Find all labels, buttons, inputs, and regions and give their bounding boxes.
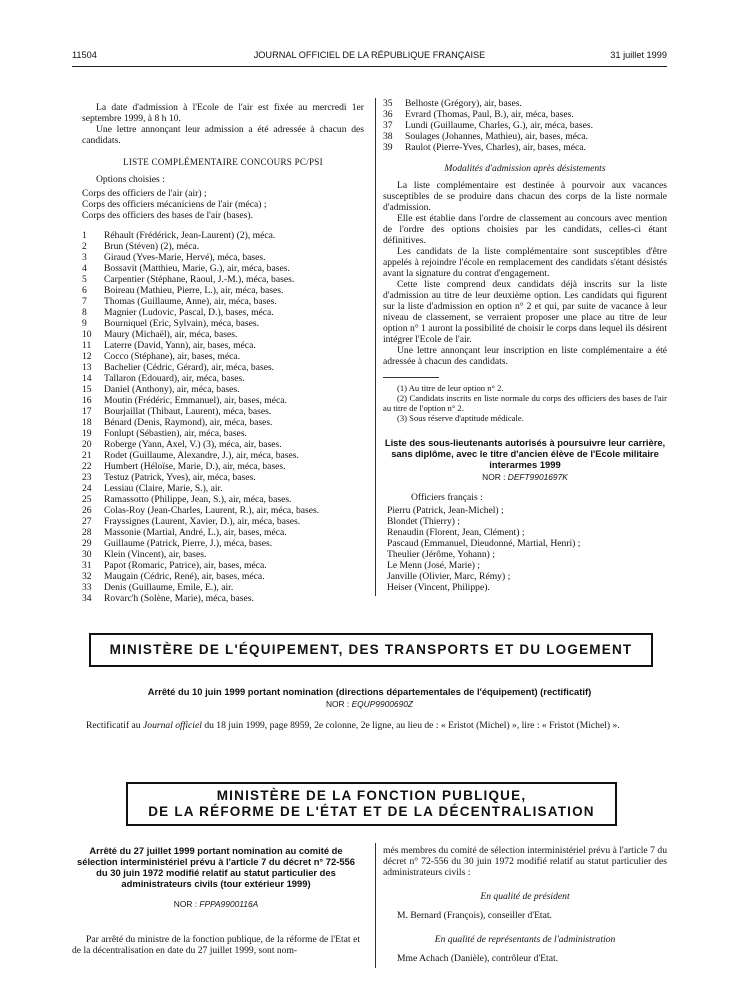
modalites-paragraph: Une lettre annonçant leur inscription en liste complémentaire a été adressée à chacun des candidats. (383, 345, 667, 367)
modalites-text (383, 180, 667, 367)
candidate-rank: 22 (82, 461, 92, 472)
option-air: Corps des officiers de l'air (air) ; (82, 188, 207, 199)
candidate-name: Fonlupt (Sébastien), air, méca, bases. (104, 428, 247, 439)
candidate-rank: 32 (82, 571, 92, 582)
candidate-name: Bourjaillat (Thibaut, Laurent), méca, bases. (104, 406, 272, 417)
president-label: En qualité de président (480, 891, 570, 902)
option-meca: Corps des officiers mécaniciens de l'air (méca) ; (82, 199, 267, 210)
footnote: (2) Candidats inscrits en liste normale du corps des officiers des bases de l'air au titre de l'option n° 2. (383, 393, 667, 413)
candidate-item (82, 494, 364, 505)
candidate-item (82, 461, 364, 472)
officer-item: Pierru (Patrick, Jean-Michel) ; (387, 505, 504, 516)
candidate-name: Raulot (Pierre-Yves, Charles), air, bases, méca. (405, 142, 586, 153)
candidate-rank: 4 (82, 263, 87, 274)
candidate-item (82, 351, 364, 362)
rectificatif-text (86, 720, 676, 731)
candidate-rank: 21 (82, 450, 92, 461)
nor-label: NOR : (173, 899, 198, 909)
candidate-rank: 15 (82, 384, 92, 395)
candidate-name: Belhoste (Grégory), air, bases. (405, 98, 522, 109)
candidate-name: Giraud (Yves-Marie, Hervé), méca, bases. (104, 252, 266, 263)
candidate-rank: 24 (82, 483, 92, 494)
issue-date: 31 juillet 1999 (610, 50, 667, 60)
nor-reference-equipement (72, 699, 667, 710)
candidate-item (383, 131, 667, 142)
candidate-rank: 5 (82, 274, 87, 285)
option-bases: Corps des officiers des bases de l'air (bases). (82, 210, 253, 221)
candidate-item (82, 285, 364, 296)
officers-label: Officiers français : (411, 492, 483, 503)
candidate-rank: 7 (82, 296, 87, 307)
candidate-name: Testuz (Patrick, Yves), air, méca, bases. (104, 472, 256, 483)
candidate-item (82, 472, 364, 483)
candidate-name: Maury (Michaël), air, méca, bases. (104, 329, 238, 340)
candidate-name: Massonie (Martial, André, L.), air, bases, méca. (104, 527, 287, 538)
left-column (82, 102, 364, 604)
candidate-rank: 31 (82, 560, 92, 571)
candidate-item (82, 516, 364, 527)
nor-reference (383, 472, 667, 483)
candidate-name: Frayssignes (Laurent, Xavier, D.), air, méca, bases. (104, 516, 301, 527)
candidate-rank: 13 (82, 362, 92, 373)
candidate-name: Roberge (Yann, Axel, V.) (3), méca, air, bases. (104, 439, 282, 450)
header-rule (72, 66, 667, 67)
officer-item: Pascaud (Emmanuel, Dieudonné, Martial, Henri) ; (387, 538, 581, 549)
candidate-name: Daniel (Anthony), air, méca, bases. (104, 384, 240, 395)
candidate-name: Réhault (Frédérick, Jean-Laurent) (2), méca. (104, 230, 276, 241)
candidate-rank: 36 (383, 109, 393, 120)
candidate-rank: 6 (82, 285, 87, 296)
candidate-name: Thomas (Guillaume, Anne), air, méca, bases. (104, 296, 277, 307)
fp-body-right: més membres du comité de sélection interministériel prévu à l'article 7 du décret n° 72-556 du 30 juin 1972 modifié relatif au statut particulier des administrateurs civils : (383, 845, 667, 878)
candidate-item (82, 241, 364, 252)
candidate-name: Papot (Romaric, Patrice), air, bases, méca. (104, 560, 267, 571)
candidate-rank: 29 (82, 538, 92, 549)
fp-right-column (383, 845, 667, 964)
officer-item: Heiser (Vincent, Philippe). (387, 582, 490, 593)
candidate-item (82, 263, 364, 274)
ministry-fp-line2: DE LA RÉFORME DE L'ÉTAT ET DE LA DÉCENTRALISATION (148, 804, 595, 819)
nor-label: NOR : (325, 699, 350, 709)
candidate-rank: 28 (82, 527, 92, 538)
candidate-item (383, 120, 667, 131)
candidate-rank: 1 (82, 230, 87, 241)
right-column (383, 98, 667, 593)
letter-paragraph: Une lettre annonçant leur admission a été adressée à chacun des candidats. (82, 124, 364, 146)
column-separator (375, 98, 376, 596)
candidate-item (82, 560, 364, 571)
candidate-item (82, 571, 364, 582)
candidate-name: Evrard (Thomas, Paul, B.), air, méca, bases. (405, 109, 574, 120)
candidate-item (383, 109, 667, 120)
candidate-name: Bénard (Denis, Raymond), air, méca, bases. (104, 417, 273, 428)
candidate-item (82, 318, 364, 329)
candidate-item (383, 98, 667, 109)
modalites-paragraph: Les candidats de la liste complémentaire sont susceptibles d'être appelés à rejoindre l'école en remplacement des candidats s'étant désistés avant la signature du contrat d'engagement. (383, 246, 667, 279)
candidate-item (82, 329, 364, 340)
candidate-rank: 33 (82, 582, 92, 593)
candidate-rank: 20 (82, 439, 92, 450)
candidate-rank: 35 (383, 98, 393, 109)
officer-item: Theulier (Jérôme, Yohann) ; (387, 549, 495, 560)
options-list (82, 188, 364, 221)
nor-reference-fp (72, 899, 360, 910)
candidate-rank: 23 (82, 472, 92, 483)
candidate-rank: 34 (82, 593, 92, 604)
candidate-name: Bachelier (Cédric, Gérard), air, méca, bases. (104, 362, 275, 373)
nor-label: NOR : (482, 472, 506, 482)
modalites-paragraph: Elle est établie dans l'ordre de classement au concours avec mention de l'ordre des options choisies par les candidats, celles-ci étant définitives. (383, 213, 667, 246)
officer-item: Renaudin (Florent, Jean, Clément) ; (387, 527, 525, 538)
candidate-rank: 14 (82, 373, 92, 384)
modalites-paragraph: Cette liste comprend deux candidats déjà inscrits sur la liste d'admission au titre de leur deuxième option. Les candidats qui figurent sur la liste d'admission en option n° 2 et qui, par suite de vacance à leur niveau de classement, se verraient proposer une place au titre de leur option n° 1 auront la possibilité de choisir le corps dans lequel ils désirent intégrer l'Ecole de l'air. (383, 279, 667, 345)
officer-item: Le Menn (José, Marie) ; (387, 560, 480, 571)
candidate-item (82, 439, 364, 450)
representants-label: En qualité de représentants de l'administration (434, 934, 616, 945)
candidate-rank: 37 (383, 120, 393, 131)
candidate-rank: 18 (82, 417, 92, 428)
officers-list (383, 505, 667, 593)
candidate-name: Laterre (David, Yann), air, bases, méca. (104, 340, 256, 351)
president-name: M. Bernard (François), conseiller d'Etat. (397, 910, 552, 921)
nor-code: EQUP9900690Z (351, 699, 414, 709)
candidate-rank: 8 (82, 307, 87, 318)
footnotes (383, 383, 667, 423)
rectificatif-prefix: Rectificatif au (86, 720, 141, 731)
candidate-name: Tallaron (Edouard), air, méca, bases. (104, 373, 245, 384)
candidate-name: Cocco (Stéphane), air, bases, méca. (104, 351, 241, 362)
candidate-item (82, 384, 364, 395)
candidate-name: Boireau (Mathieu, Pierre, L.), air, méca, bases. (104, 285, 284, 296)
candidate-item (82, 362, 364, 373)
candidate-rank: 25 (82, 494, 92, 505)
candidate-name: Brun (Stéven) (2), méca. (104, 241, 200, 252)
options-label: Options choisies : (96, 174, 165, 185)
journal-title: JOURNAL OFFICIEL DE LA RÉPUBLIQUE FRANÇAISE (253, 50, 486, 60)
candidate-name: Magnier (Ludovic, Pascal, D.), bases, méca. (104, 307, 274, 318)
candidate-rank: 12 (82, 351, 92, 362)
candidate-rank: 2 (82, 241, 87, 252)
candidate-item (82, 527, 364, 538)
footnote: (1) Au titre de leur option n° 2. (397, 383, 504, 393)
candidates-list-left (82, 230, 364, 604)
candidate-rank: 39 (383, 142, 393, 153)
footnote: (3) Sous réserve d'aptitude médicale. (397, 413, 524, 423)
candidate-item (82, 505, 364, 516)
candidate-name: Maugain (Cédric, René), air, bases, méca. (104, 571, 265, 582)
candidate-rank: 38 (383, 131, 393, 142)
candidate-item (82, 373, 364, 384)
candidate-name: Denis (Guillaume, Emile, E.), air. (104, 582, 234, 593)
candidate-rank: 19 (82, 428, 92, 439)
candidate-rank: 26 (82, 505, 92, 516)
page-number: 11504 (72, 50, 97, 60)
ministry-fp-line1: MINISTÈRE DE LA FONCTION PUBLIQUE, (216, 788, 527, 803)
arrete-equipement-title: Arrêté du 10 juin 1999 portant nomination (directions départementales de l'équipement) (rectificatif) (147, 686, 592, 697)
ministry-fonction-publique-box (126, 782, 617, 826)
modalites-paragraph: La liste complémentaire est destinée à pourvoir aux vacances susceptibles de se produire dans chacun des corps de la liste normale d'admission. (383, 180, 667, 213)
candidate-item (82, 395, 364, 406)
nor-code: DEFT9901697K (507, 472, 568, 482)
candidate-rank: 30 (82, 549, 92, 560)
candidate-name: Moutin (Frédéric, Emmanuel), air, bases, méca. (104, 395, 287, 406)
candidate-name: Klein (Vincent), air, bases. (104, 549, 207, 560)
representant-name: Mme Achach (Danièle), contrôleur d'Etat. (397, 953, 559, 964)
candidate-name: Soulages (Johannes, Mathieu), air, bases, méca. (405, 131, 588, 142)
candidate-rank: 17 (82, 406, 92, 417)
candidate-name: Colas-Roy (Jean-Charles, Laurent, R.), air, méca, bases. (104, 505, 320, 516)
fp-column-separator (375, 843, 376, 968)
candidate-item (82, 252, 364, 263)
candidate-item (82, 406, 364, 417)
candidate-rank: 10 (82, 329, 92, 340)
candidate-item (82, 296, 364, 307)
candidate-rank: 9 (82, 318, 87, 329)
candidate-item (383, 142, 667, 153)
candidate-item (82, 417, 364, 428)
officer-item: Janville (Olivier, Marc, Rémy) ; (387, 571, 511, 582)
candidate-item (82, 549, 364, 560)
candidate-name: Lessiau (Claire, Marie, S.), air. (104, 483, 223, 494)
fp-left-column (72, 845, 360, 956)
fp-body-left: Par arrêté du ministre de la fonction publique, de la réforme de l'Etat et de la décentralisation en date du 27 juillet 1999, sont nom- (72, 934, 360, 956)
list-title: LISTE COMPLÉMENTAIRE CONCOURS PC/PSI (123, 157, 323, 167)
rectificatif-body: du 18 juin 1999, page 8959, 2e colonne, 2e ligne, au lieu de : « Eristot (Michel) », lire : « Fristot (Michel) ». (204, 720, 620, 731)
officer-item: Blondet (Thierry) ; (387, 516, 460, 527)
candidate-name: Ramassotto (Philippe, Jean, S.), air, méca, bases. (104, 494, 292, 505)
candidate-item (82, 274, 364, 285)
candidate-item (82, 582, 364, 593)
candidate-item (82, 307, 364, 318)
candidate-name: Bossavit (Matthieu, Marie, G.), air, méca, bases. (104, 263, 290, 274)
candidate-item (82, 230, 364, 241)
candidate-item (82, 428, 364, 439)
candidate-rank: 16 (82, 395, 92, 406)
candidate-rank: 27 (82, 516, 92, 527)
candidate-name: Guillaume (Patrick, Pierre, J.), méca, bases. (104, 538, 273, 549)
modalites-title: Modalités d'admission après désistements (444, 163, 606, 174)
rectificatif-journal: Journal officiel (143, 720, 202, 731)
candidate-name: Humbert (Héloïse, Marie, D.), air, méca, bases. (104, 461, 286, 472)
nor-code: FPPA9900116A (199, 899, 259, 909)
candidate-name: Rodet (Guillaume, Alexandre, J.), air, méca, bases. (104, 450, 299, 461)
ministry-equipement-box (89, 633, 653, 667)
candidate-item (82, 593, 364, 604)
sous-lieutenants-title: Liste des sous-lieutenants autorisés à poursuivre leur carrière, sans diplôme, avec le titre d'ancien élève de l'Ecole militaire interarmes 1999 (384, 437, 666, 470)
candidate-name: Lundi (Guillaume, Charles, G.), air, méca, bases. (405, 120, 593, 131)
candidate-name: Bourniquel (Eric, Sylvain), méca, bases. (104, 318, 260, 329)
candidates-list-right (383, 98, 667, 153)
page-header (72, 50, 667, 64)
admission-date-paragraph: La date d'admission à l'Ecole de l'air est fixée au mercredi 1er septembre 1999, à 8 h 10. (82, 102, 364, 124)
candidate-name: Carpentier (Stéphane, Raoul, J.-M.), méca, bases. (104, 274, 295, 285)
candidate-item (82, 483, 364, 494)
candidate-rank: 3 (82, 252, 87, 263)
notes-rule (383, 377, 439, 378)
candidate-item (82, 450, 364, 461)
candidate-rank: 11 (82, 340, 92, 351)
arrete-fp-title: Arrêté du 27 juillet 1999 portant nomination au comité de sélection interministériel prévu à l'article 7 du décret n° 72-556 du 30 juin 1972 modifié relatif au statut particulier des administrateurs civils (tour extérieur 1999) (77, 845, 355, 889)
candidate-item (82, 340, 364, 351)
ministry-equipement-title: MINISTÈRE DE L'ÉQUIPEMENT, DES TRANSPORTS ET DU LOGEMENT (109, 642, 633, 657)
candidate-name: Rovarc'h (Solène, Marie), méca, bases. (104, 593, 254, 604)
candidate-item (82, 538, 364, 549)
